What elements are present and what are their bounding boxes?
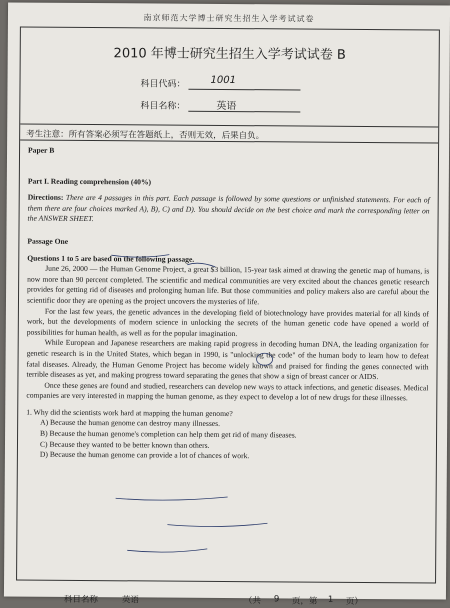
footer-page-suffix: 页） bbox=[345, 596, 363, 607]
passage-paragraph: Once these genes are found and studied, researchers can develop new ways to attack infections, and genetic diseases. Medical companies are very interested in mapping the human genome, as they expect to develop a lot of new drugs for these illnesses. bbox=[26, 380, 429, 403]
directions bbox=[28, 193, 430, 228]
footer-total-prefix: （共 bbox=[243, 596, 261, 607]
questions-intro: Questions 1 to 5 are based on the following passage. bbox=[27, 253, 195, 264]
part-title: Part I. Reading comprehension (40%) bbox=[27, 176, 152, 187]
exam-body bbox=[26, 146, 430, 464]
question-stem: 1. Why did the scientists work hard at mapping the human genome? bbox=[26, 407, 233, 418]
option-d: D) Because the human genome can provide a lot of chances of work. bbox=[39, 449, 250, 461]
footer-page-mid: 页，第 bbox=[291, 596, 318, 607]
candidate-notice: 考生注意：所有答案必须写在答题纸上，否则无效，后果自负。 bbox=[20, 124, 438, 144]
exam-sheet bbox=[4, 2, 450, 607]
paper-label: Paper B bbox=[28, 145, 55, 155]
footer-subject-label: 科目名称 bbox=[63, 594, 98, 606]
directions-text: There are 4 passages in this part. Each passage is followed by some questions or unfinished statements. For each of them there are four choices marked A), B), C) and D). You should decide on the best choice and mark the corresponding letter on the ANSWER SHEET. bbox=[27, 193, 430, 224]
exam-title: 2010 年博士研究生招生入学考试试卷 B bbox=[113, 46, 346, 63]
passage-paragraph: For the last few years, the genetic advances in the developing field of biotechnology have provides material for all kinds of work, but the developments of modern science in unlocking the secrets of the human genetic code have opened a world of possibilities for human health, as well as for the popular imagination. bbox=[26, 306, 429, 338]
subject-code-value: 1001 bbox=[210, 74, 237, 87]
option-a: A) Because the human genome can destroy many illnesses. bbox=[40, 418, 221, 429]
footer-total-pages: 9 bbox=[273, 594, 280, 605]
page-footer bbox=[4, 592, 446, 607]
exam-frame bbox=[16, 27, 440, 584]
passage-title: Passage One bbox=[27, 236, 69, 246]
option-c: C) Because they wanted to be better known than others. bbox=[39, 439, 210, 450]
directions-label: Directions: bbox=[27, 192, 64, 203]
subject-code-row bbox=[20, 76, 438, 95]
passage-paragraph: June 26, 2000 — the Human Genome Project, a great $3 billion, 15-year task aimed at drawing the genetic map of humans, is now more than 90 percent completed. The scientific and medical communities are very excited about the chances genetic research provides for getting rid of diseases and prolonging human life. But those communities and policy makers also are careful about the scientific door they are opening as the project uncovers the mysteries of life. bbox=[26, 263, 430, 307]
question-options bbox=[26, 418, 428, 463]
option-b: B) Because the human genome's completion can help them get rid of many diseases. bbox=[40, 428, 297, 440]
subject-code-line bbox=[188, 89, 300, 91]
footer-current-page: 1 bbox=[327, 594, 334, 605]
passage-paragraph: While European and Japanese researchers are making rapid progress in decoding human DNA, the leading organization for genetic research is in the United States, which began in 1990, is "unlocking the code" of the human body to learn how to defeat fatal diseases. Already, the Human Genome Project has become widely known and praised for finding the genes connected with terrible diseases as yet, and making progress toward separating the genes that show a sign of breast cancer or AIDS. bbox=[26, 338, 429, 382]
subject-name-row bbox=[20, 98, 438, 117]
subject-code-label: 科目代码： bbox=[140, 79, 186, 90]
subject-name-label: 科目名称： bbox=[140, 101, 186, 112]
footer-subject-value: 英语 bbox=[121, 595, 139, 606]
subject-name-value: 英语 bbox=[216, 100, 237, 113]
university-banner: 南京师范大学博士研究生招生入学考试试卷 bbox=[143, 13, 315, 24]
